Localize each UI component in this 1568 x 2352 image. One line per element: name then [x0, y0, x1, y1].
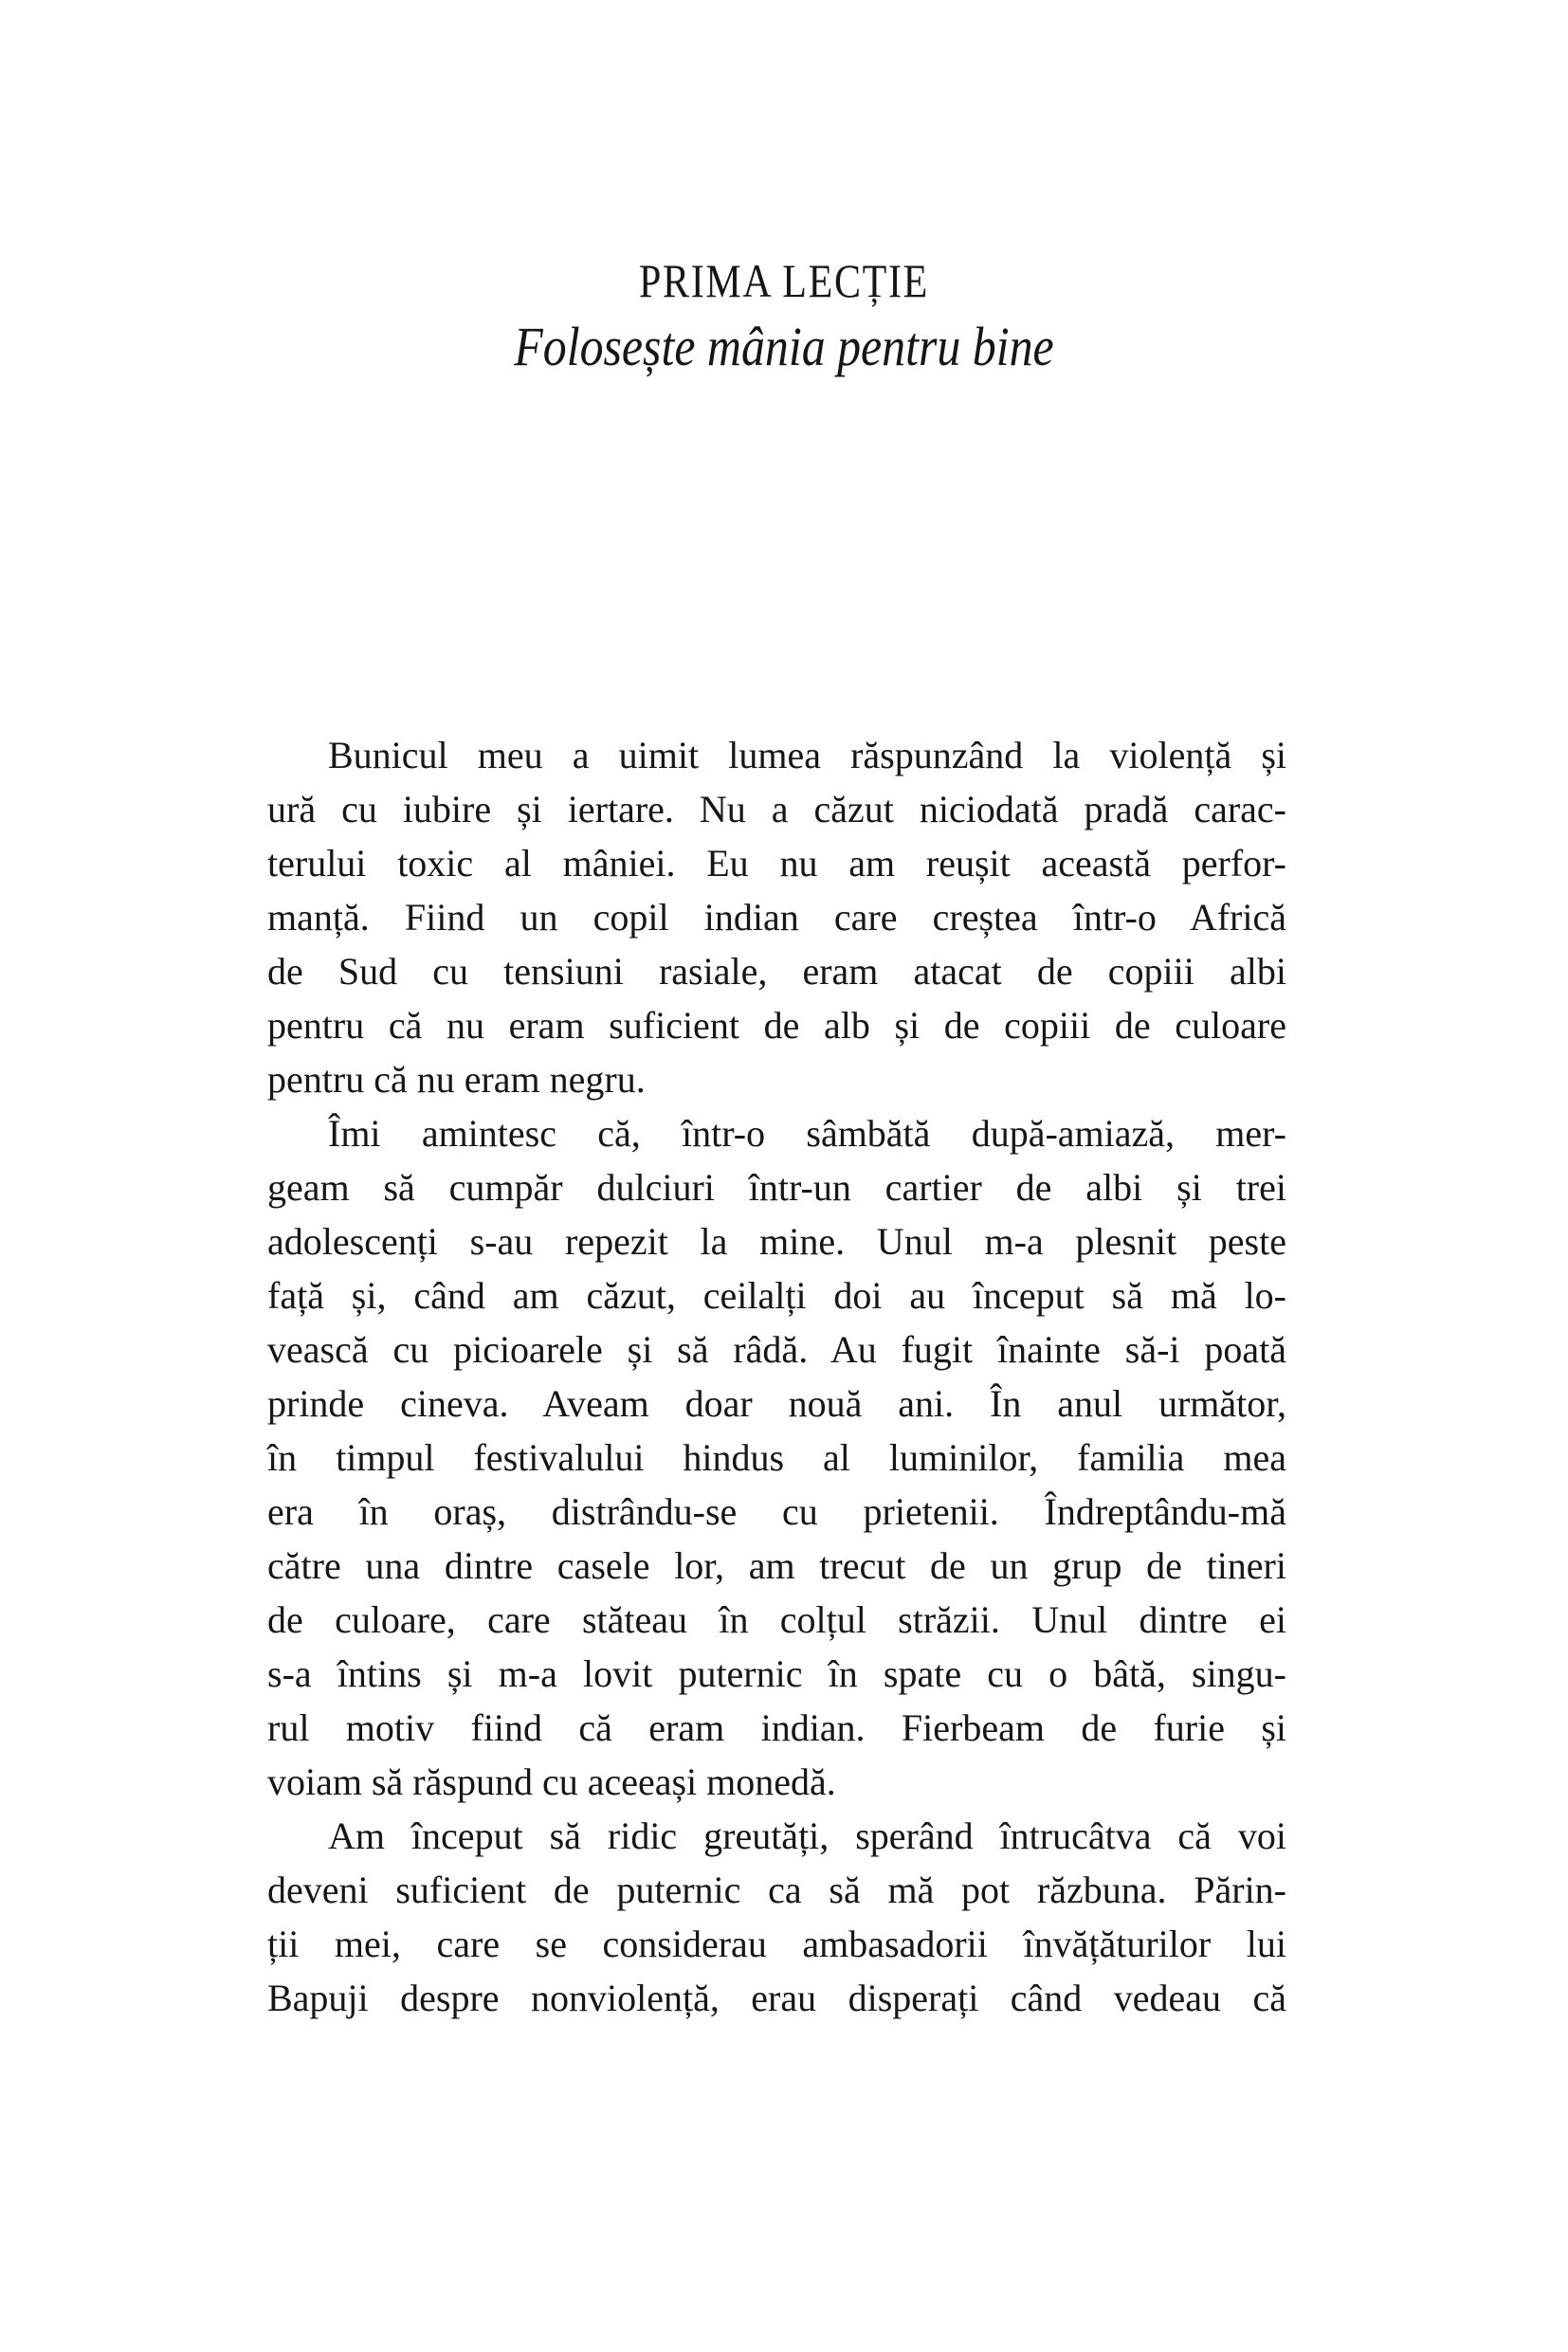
- chapter-title: PRIMA LECȚIE: [638, 254, 929, 307]
- text-line: ții mei, care se considerau ambasadorii învățăturilor lui: [267, 1923, 1286, 1965]
- paragraph: [267, 1106, 1286, 1809]
- text-line: față și, când am căzut, ceilalți doi au început să mă lo-: [267, 1274, 1286, 1317]
- text-line: geam să cumpăr dulciuri într-un cartier de albi și trei: [267, 1166, 1286, 1209]
- text-line: ură cu iubire și iertare. Nu a căzut niciodată pradă carac-: [267, 788, 1286, 830]
- text-line: pentru că nu eram suficient de alb și de copiii de culoare: [267, 1004, 1286, 1047]
- chapter-subtitle: Folosește mânia pentru bine: [514, 316, 1054, 377]
- text-line: deveni suficient de puternic ca să mă pot răzbuna. Părin-: [267, 1869, 1286, 1911]
- text-line: de culoare, care stăteau în colțul străzii. Unul dintre ei: [267, 1598, 1286, 1641]
- text-line: către una dintre casele lor, am trecut de un grup de tineri: [267, 1544, 1286, 1587]
- text-line: Îmi amintesc că, într-o sâmbătă după-amiază, mer-: [328, 1112, 1286, 1155]
- text-line: vească cu picioarele și să râdă. Au fugit înainte să-i poată: [267, 1328, 1286, 1371]
- text-line: voiam să răspund cu aceeași monedă.: [267, 1760, 836, 1803]
- text-line: s-a întins și m-a lovit puternic în spate cu o bâtă, singu-: [267, 1652, 1286, 1695]
- text-line: era în oraș, distrându-se cu prietenii. Îndreptându-mă: [267, 1490, 1286, 1533]
- text-line: manță. Fiind un copil indian care creștea într-o Africă: [267, 896, 1286, 939]
- text-line: adolescenți s-au repezit la mine. Unul m-a plesnit peste: [267, 1220, 1286, 1263]
- text-line: prinde cineva. Aveam doar nouă ani. În anul următor,: [267, 1382, 1286, 1425]
- text-line: în timpul festivalului hindus al luminilor, familia mea: [267, 1436, 1286, 1479]
- text-line: de Sud cu tensiuni rasiale, eram atacat de copiii albi: [267, 950, 1286, 993]
- body-text: [267, 728, 1286, 2025]
- text-line: Am început să ridic greutăți, sperând întrucâtva că voi: [328, 1814, 1286, 1857]
- text-line: Bunicul meu a uimit lumea răspunzând la violență și: [328, 734, 1286, 776]
- text-line: Bapuji despre nonviolență, erau disperați când vedeau că: [267, 1977, 1286, 2019]
- text-line: pentru că nu eram negru.: [267, 1058, 646, 1101]
- text-line: rul motiv fiind că eram indian. Fierbeam de furie și: [267, 1706, 1286, 1749]
- paragraph: [267, 728, 1286, 1106]
- paragraph: [267, 1809, 1286, 2025]
- text-line: terului toxic al mâniei. Eu nu am reușit această perfor-: [267, 842, 1286, 884]
